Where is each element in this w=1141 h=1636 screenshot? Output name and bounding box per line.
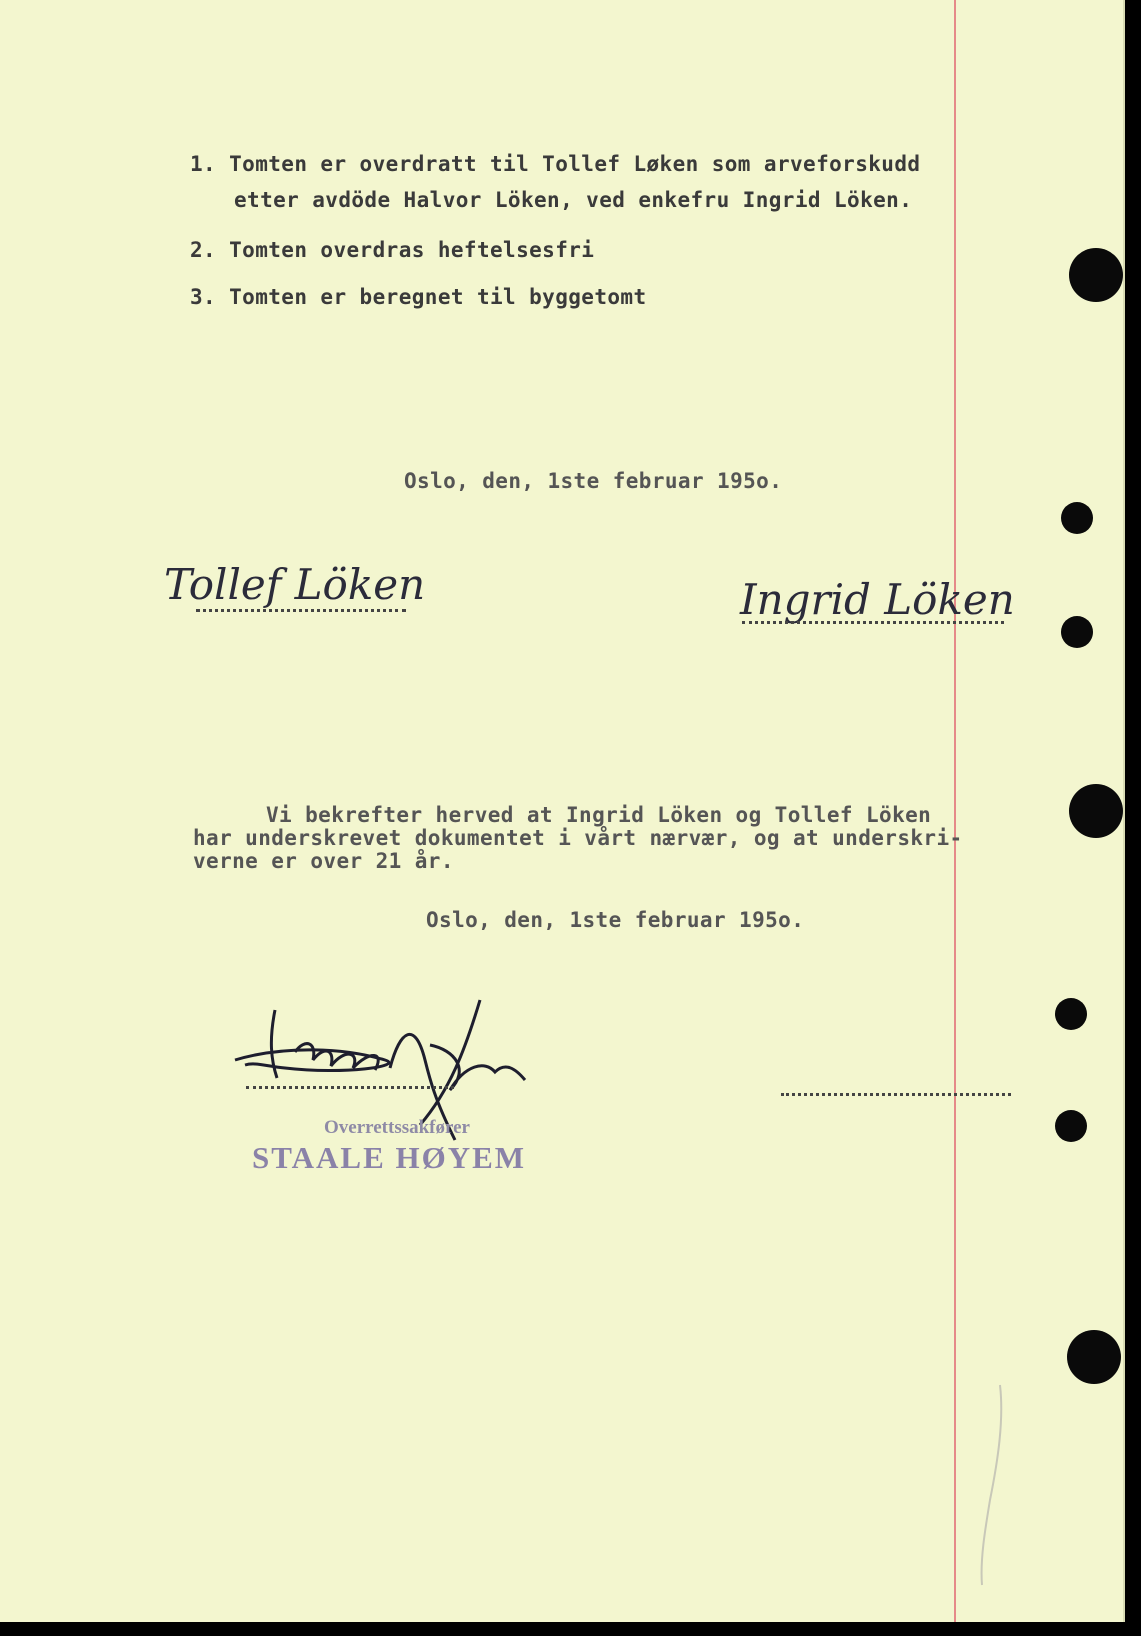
signature-tollef-loken: Tollef Löken (164, 560, 426, 609)
punch-hole (1055, 1110, 1087, 1142)
stamp-title: Overrettssakfører (324, 1117, 470, 1138)
witness-signature-line-left (246, 1086, 454, 1089)
signature-line-left (196, 609, 406, 612)
signature-line-right (742, 621, 1004, 624)
witness-signature-line-right (781, 1093, 1011, 1096)
punch-hole (1069, 248, 1123, 302)
confirmation-line-2: har underskrevet dokumentet i vårt nærvær, og at underskri- (193, 826, 963, 850)
item-1-line-2: etter avdöde Halvor Löken, ved enkefru Ingrid Löken. (234, 188, 913, 212)
margin-line (954, 0, 956, 1622)
punch-hole (1061, 502, 1093, 534)
punch-hole (1055, 998, 1087, 1030)
punch-hole (1061, 616, 1093, 648)
item-1-line-1: 1. Tomten er overdratt til Tollef Løken som arveforskudd (190, 152, 921, 176)
punch-hole (1067, 1330, 1121, 1384)
punch-hole (1069, 784, 1123, 838)
signature-ingrid-loken: Ingrid Löken (740, 575, 1015, 624)
confirmation-line-1: Vi bekrefter herved at Ingrid Löken og Tollef Löken (266, 803, 932, 827)
date-line-2: Oslo, den, 1ste februar 195o. (426, 908, 805, 932)
pencil-mark (960, 1380, 1020, 1590)
stamp-name: STAALE HØYEM (252, 1140, 527, 1175)
item-3: 3. Tomten er beregnet til byggetomt (190, 285, 647, 309)
confirmation-line-3: verne er over 21 år. (193, 849, 454, 873)
date-line-1: Oslo, den, 1ste februar 195o. (404, 469, 783, 493)
item-2: 2. Tomten overdras heftelsesfri (190, 238, 595, 262)
